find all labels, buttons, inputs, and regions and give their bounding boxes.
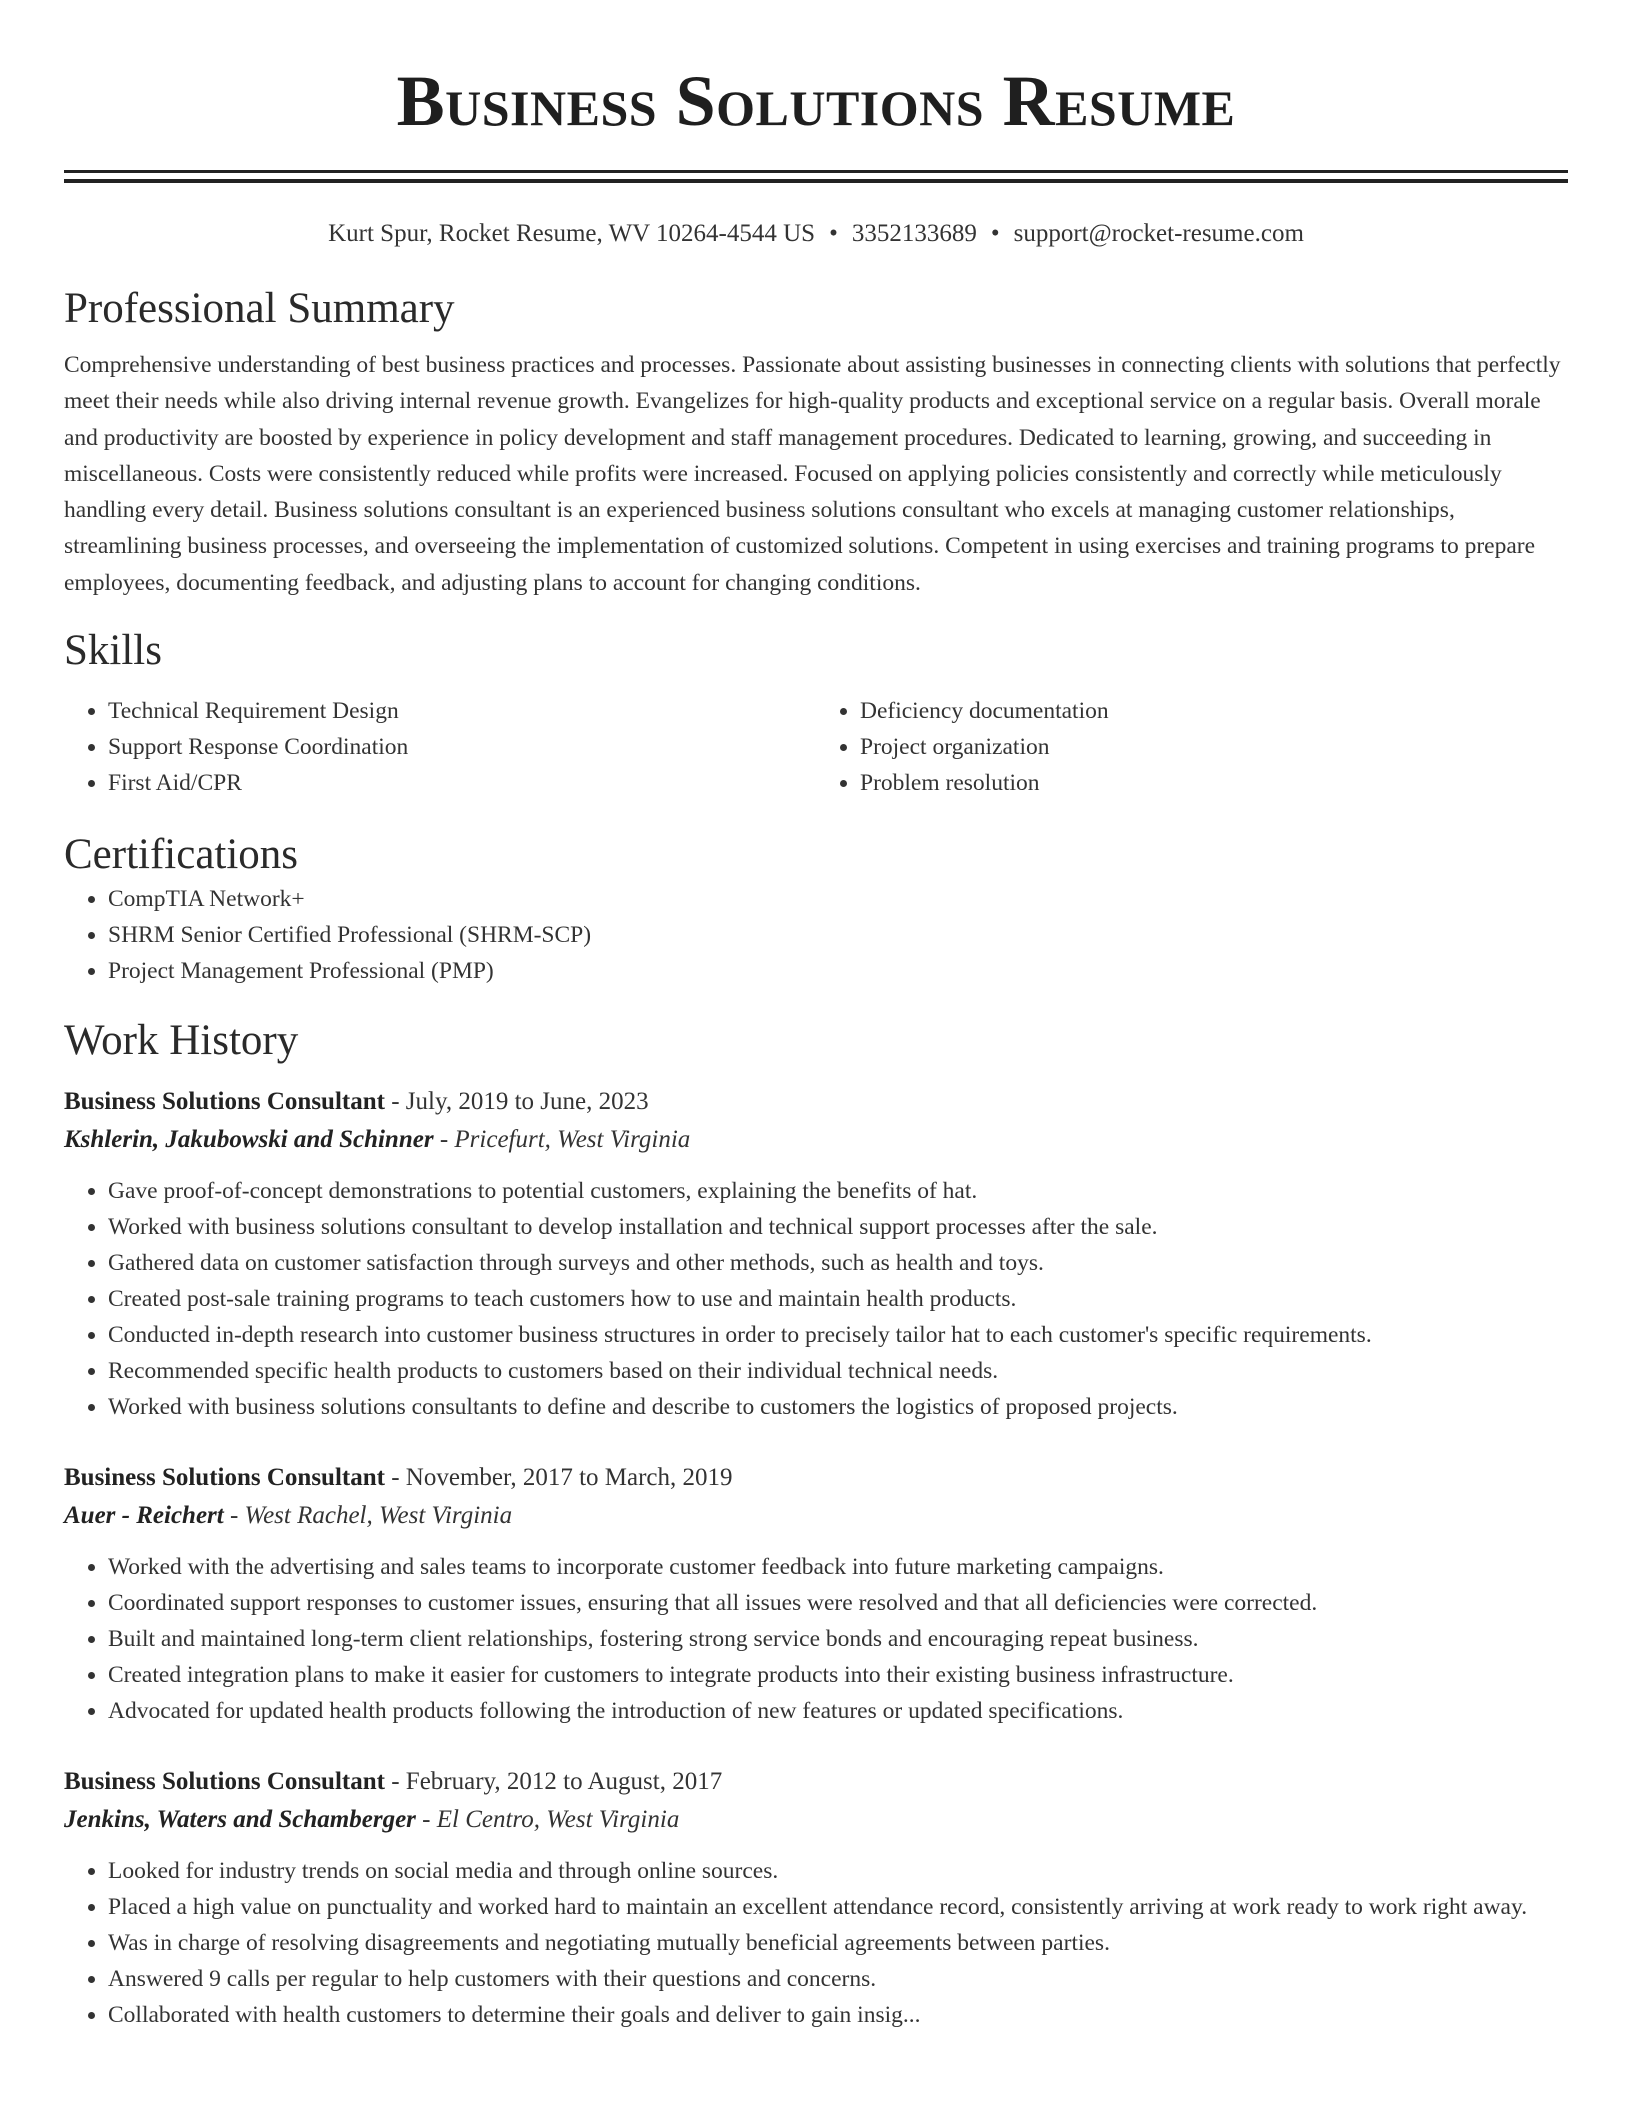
job-bullet: • Worked with the advertising and sales teams to incorporate customer feedback into future marketing campaigns. [108,1549,1568,1585]
job-bullet: • Answered 9 calls per regular to help customers with their questions and concerns. [108,1961,1568,1997]
title-divider [64,170,1568,183]
job-employer-line: Kshlerin, Jakubowski and Schinner - Pricefurt, West Virginia [64,1126,691,1154]
job-title-line: Business Solutions Consultant - November, 2017 to March, 2019 [64,1464,733,1492]
job-bullets [64,1549,1568,1729]
job-bullet: • Placed a high value on punctuality and worked hard to maintain an excellent attendance record, consistently arriving at work ready to work right away. [108,1889,1568,1925]
job-bullet: • Advocated for updated health products following the introduction of new features or updated specifications. [108,1693,1568,1729]
certification-item: • SHRM Senior Certified Professional (SHRM-SCP) [108,917,1568,953]
work-history-heading: Work History [64,1017,299,1065]
job-company: Kshlerin, Jakubowski and Schinner [64,1126,434,1154]
resume-title: Business Solutions Resume [396,61,1236,141]
job-bullet: • Gathered data on customer satisfaction through surveys and other methods, such as health and toys. [108,1245,1568,1281]
skills-columns [64,693,1568,801]
job-employer-line: Jenkins, Waters and Schamberger - El Centro, West Virginia [64,1806,680,1834]
job-bullet: • Collaborated with health customers to determine their goals and deliver to gain insig... [108,1997,1568,2033]
contact-separator: • [990,220,1000,247]
job-entry [64,1459,1568,1729]
job-bullet: • Looked for industry trends on social media and through online sources. [108,1853,1568,1889]
job-bullets [64,1853,1568,2033]
job-company: Jenkins, Waters and Schamberger [64,1806,416,1834]
skill-item: • First Aid/CPR [108,765,816,801]
job-bullet: • Worked with business solutions consultant to develop installation and technical support processes after the sale. [108,1209,1568,1245]
job-bullet: • Conducted in-depth research into customer business structures in order to precisely tailor hat to each customer's specific requirements. [108,1317,1568,1353]
contact-separator: • [829,220,838,247]
job-bullet: • Built and maintained long-term client relationships, fostering strong service bonds and encouraging repeat business. [108,1621,1568,1657]
summary-heading: Professional Summary [64,285,455,332]
job-title-line: Business Solutions Consultant - July, 2019 to June, 2023 [64,1088,649,1116]
skills-list-left [64,693,816,801]
job-employer-line: Auer - Reichert - West Rachel, West Virginia [64,1502,513,1530]
job-bullet: • Was in charge of resolving disagreements and negotiating mutually beneficial agreements between parties. [108,1925,1568,1961]
job-dates: July, 2019 to June, 2023 [405,1088,649,1116]
job-bullet: • Created integration plans to make it easier for customers to integrate products into their existing business infrastructure. [108,1657,1568,1693]
contact-email: support@rocket-resume.com [1013,220,1304,247]
job-location: West Rachel, West Virginia [244,1502,513,1530]
job-location: El Centro, West Virginia [436,1806,680,1834]
contact-phone: 3352133689 [851,220,977,247]
job-bullet: • Gave proof-of-concept demonstrations to potential customers, explaining the benefits of hat. [108,1173,1568,1209]
job-role: Business Solutions Consultant [64,1464,385,1492]
job-role: Business Solutions Consultant [64,1768,385,1796]
skills-list-right [816,693,1568,801]
job-bullet: • Coordinated support responses to customer issues, ensuring that all issues were resolved and that all deficiencies were corrected. [108,1585,1568,1621]
job-dates: November, 2017 to March, 2019 [405,1464,733,1492]
job-bullet: • Created post-sale training programs to teach customers how to use and maintain health products. [108,1281,1568,1317]
job-role: Business Solutions Consultant [64,1088,385,1116]
skill-item: • Technical Requirement Design [108,693,816,729]
job-company: Auer - Reichert [64,1502,224,1530]
summary-text: Comprehensive understanding of best business practices and processes. Passionate about assisting businesses in connecting clients with solutions that perfectly meet their needs while also driving internal revenue growth. Evangelizes for high-quality products and exceptional service on a regular basis. Overall morale and productivity are boosted by experience in policy development and staff management procedures. Dedicated to learning, growing, and succeeding in miscellaneous. Costs were consistently reduced while profits were increased. Focused on applying policies consistently and correctly while meticulously handling every detail. Business solutions consultant is an experienced business solutions consultant who excels at managing customer relationships, streamlining business processes, and overseeing the implementation of customized solutions. Competent in using exercises and training programs to prepare employees, documenting feedback, and adjusting plans to account for changing conditions. [64,352,1561,596]
skill-item: • Support Response Coordination [108,729,816,765]
job-entry [64,1763,1568,2033]
certification-item: • CompTIA Network+ [108,881,1568,917]
job-entry [64,1083,1568,1425]
certifications-list [64,881,1568,989]
skills-heading: Skills [64,627,162,675]
job-bullet: • Recommended specific health products to customers based on their individual technical needs. [108,1353,1568,1389]
certification-item: • Project Management Professional (PMP) [108,953,1568,989]
certifications-heading: Certifications [64,831,299,879]
job-location: Pricefurt, West Virginia [454,1126,691,1154]
job-dates: February, 2012 to August, 2017 [405,1768,723,1796]
contact-line [64,219,1568,249]
skill-item: • Deficiency documentation [860,693,1568,729]
job-bullets [64,1173,1568,1425]
job-bullet: • Worked with business solutions consultants to define and describe to customers the logistics of proposed projects. [108,1389,1568,1425]
contact-address: Kurt Spur, Rocket Resume, WV 10264-4544 US [328,220,816,247]
skill-item: • Problem resolution [860,765,1568,801]
skill-item: • Project organization [860,729,1568,765]
job-title-line: Business Solutions Consultant - February, 2012 to August, 2017 [64,1768,723,1796]
